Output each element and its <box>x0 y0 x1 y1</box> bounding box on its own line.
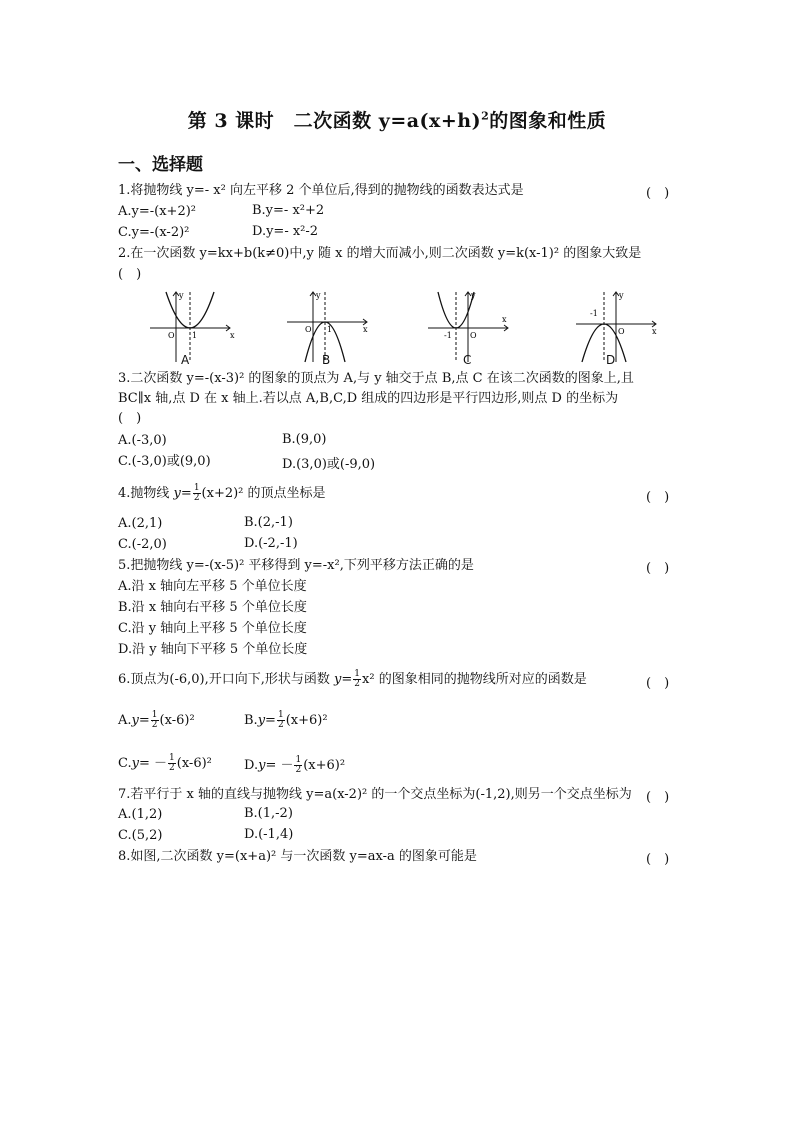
question-7-stem: 7.若平行于 x 轴的直线与抛物线 y=a(x-2)² 的一个交点坐标为(-1,2),则另一个交点坐标为 <box>118 787 632 802</box>
answer-blank-2: ( ) <box>118 267 142 282</box>
q4-option-d: D.(-2,-1) <box>244 536 298 551</box>
answer-blank-1: ( ) <box>646 186 670 201</box>
graph-c-y-label: y <box>471 291 476 300</box>
q4-option-b: B.(2,-1) <box>244 515 293 530</box>
q4-option-c: C.(-2,0) <box>118 537 167 552</box>
graph-option-d <box>572 288 662 366</box>
question-3-stem-line2: BC∥x 轴,点 D 在 x 轴上.若以点 A,B,C,D 组成的四边形是平行四边形,则点 D 的坐标为 <box>118 391 619 406</box>
q5-option-d: D.沿 y 轴向下平移 5 个单位长度 <box>118 642 308 657</box>
q6-option-c: C.y= － $\frac{1}{2}$ (x-6)² <box>118 753 212 773</box>
q7-option-c: C.(5,2) <box>118 828 163 843</box>
graph-a-tick: 1 <box>192 331 198 340</box>
section-heading: 一、选择题 <box>118 155 203 175</box>
q1-option-a: A.y=-(x+2)² <box>118 204 196 219</box>
answer-blank-8: ( ) <box>646 852 670 867</box>
answer-blank-7: ( ) <box>646 790 670 805</box>
q3-option-a: A.(-3,0) <box>118 433 167 448</box>
answer-blank-4: ( ) <box>646 490 670 505</box>
answer-blank-6: ( ) <box>646 676 670 691</box>
graph-a-x-label: x <box>230 331 235 340</box>
answer-blank-5: ( ) <box>646 561 670 576</box>
q7-option-d: D.(-1,4) <box>244 827 294 842</box>
q5-option-c: C.沿 y 轴向上平移 5 个单位长度 <box>118 621 307 636</box>
q3-option-d: D.(3,0)或(-9,0) <box>282 457 376 472</box>
page-title: 第 3 课时 二次函数 $y=a(x+h)^2$的图象和性质 <box>187 109 607 132</box>
graph-b-x-label: x <box>363 325 368 334</box>
graph-c-tick: -1 <box>444 331 452 340</box>
fraction-one-half: $\frac{1}{2}$ <box>193 483 200 503</box>
graph-b-label: B <box>322 353 331 367</box>
q6-option-b: B.y= $\frac{1}{2}$ (x+6)² <box>244 710 328 730</box>
question-8-stem: 8.如图,二次函数 y=(x+a)² 与一次函数 y=ax-a 的图象可能是 <box>118 849 477 864</box>
graph-a-label: A <box>181 353 190 367</box>
q1-option-d: D.y=- x²-2 <box>252 224 319 239</box>
question-2-stem: 2.在一次函数 y=kx+b(k≠0)中,y 随 x 的增大而减小,则二次函数 y=k(x-1)² 的图象大致是 <box>118 246 642 261</box>
q5-option-b: B.沿 x 轴向右平移 5 个单位长度 <box>118 600 307 615</box>
question-5-stem: 5.把抛物线 y=-(x-5)² 平移得到 y=-x²,下列平移方法正确的是 <box>118 558 474 573</box>
graph-c-label: C <box>463 353 472 367</box>
graph-c-x-label: x <box>502 315 507 324</box>
graph-b-y-label: y <box>316 291 321 300</box>
graph-b-tick: 1 <box>327 325 333 334</box>
graph-b-origin: O <box>305 325 312 334</box>
q5-option-a: A.沿 x 轴向左平移 5 个单位长度 <box>118 579 307 594</box>
answer-blank-3: ( ) <box>118 411 142 426</box>
q3-option-b: B.(9,0) <box>282 432 327 447</box>
q6-option-d: D.y= － $\frac{1}{2}$ (x+6)² <box>244 755 346 775</box>
graph-d-tick: -1 <box>590 309 598 318</box>
q7-option-b: B.(1,-2) <box>244 806 293 821</box>
q7-option-a: A.(1,2) <box>118 807 163 822</box>
question-3-stem-line1: 3.二次函数 y=-(x-3)² 的图象的顶点为 A,与 y 轴交于点 B,点 C 在该二次函数的图象上,且 <box>118 371 634 386</box>
q4-option-a: A.(2,1) <box>118 516 163 531</box>
q6-option-a: A.y= $\frac{1}{2}$ (x-6)² <box>118 710 195 730</box>
graph-d-origin: O <box>618 327 625 336</box>
q3-option-c: C.(-3,0)或(9,0) <box>118 454 211 469</box>
graph-option-a <box>146 288 236 366</box>
graph-a-y-label: y <box>179 291 184 300</box>
graph-a-origin: O <box>168 331 175 340</box>
graph-d-y-label: y <box>619 291 624 300</box>
q1-option-c: C.y=-(x-2)² <box>118 225 190 240</box>
graph-d-label: D <box>606 353 616 367</box>
graph-d-x-label: x <box>652 327 657 336</box>
graph-c-origin: O <box>470 331 477 340</box>
question-6-stem: 6.顶点为(-6,0),开口向下,形状与函数 y= $\frac{1}{2}$ x² 的图象相同的抛物线所对应的函数是 <box>118 669 587 689</box>
question-1-stem: 1.将抛物线 y=- x² 向左平移 2 个单位后,得到的抛物线的函数表达式是 <box>118 183 524 198</box>
question-4-stem: 4.抛物线 y= $\frac{1}{2}$ (x+2)² 的顶点坐标是 <box>118 483 326 503</box>
q1-option-b: B.y=- x²+2 <box>252 203 325 218</box>
